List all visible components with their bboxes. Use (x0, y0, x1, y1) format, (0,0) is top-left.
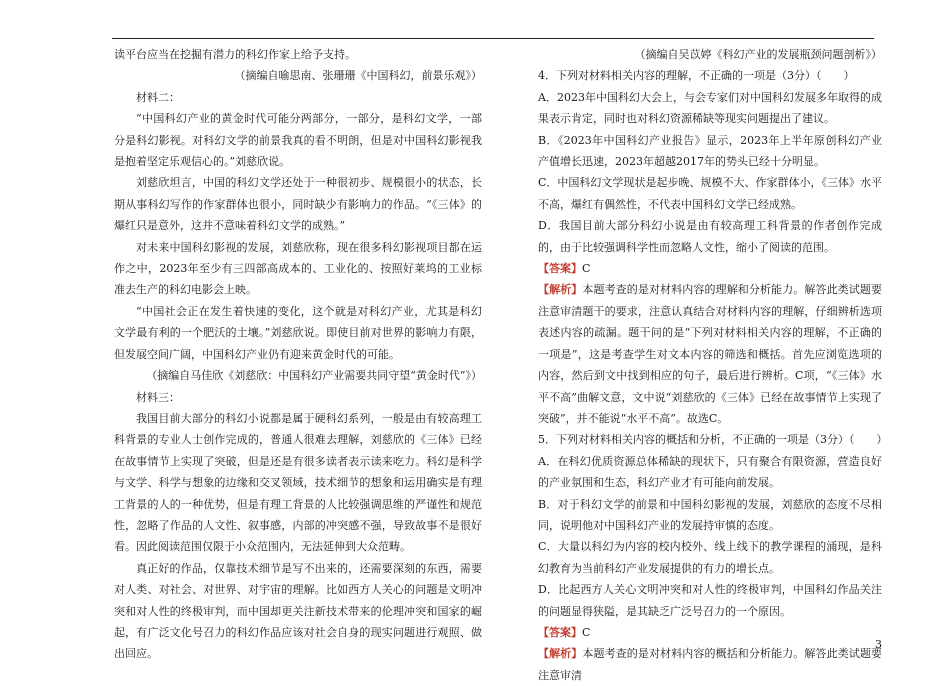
question-4-option-c: C．中国科幻文学现状是起步晚、规模不大、作家群体小，《三体》水平不高，爆红有偶然性，不代表中国科幻文学已经成熟。 (538, 176, 882, 211)
material-3-para-1: 我国目前大部分的科幻小说都是属于硬科幻系列，一般是由有较高理工科背景的专业人士创作完成的，普通人很难去理解，刘慈欣的《三体》已经在故事情节上实现了突破，但是还是有很多读者表示读来吃力。科幻是科学与文学、科学与想象的边缘和交叉领域，技术细节的想象和运用确实是有理工背景的人的一种优势，但是有理工背景的人比较强调思维的严谨性和规范性，忽略了作品的人文性、叙事感，内部的冲突感不强，导致故事不是很好看。因此阅读范围仅限于小众范围内，无法延伸到大众范畴。 (114, 411, 482, 554)
material-2-para-3: 对未来中国科幻影视的发展，刘慈欣称，现在很多科幻影视项目都在运作之中，2023年至少有三四部高成本的、工业化的、按照好莱坞的工业标准去生产的科幻电影会上映。 (114, 240, 482, 297)
question-5-option-b: B．对于科幻文学的前景和中国科幻影视的发展，刘慈欣的态度不尽相同，说明他对中国科幻产业的发展持审慎的态度。 (538, 497, 882, 532)
continued-line: 读平台应当在挖掘有潜力的科幻作家上给予支持。 (114, 48, 356, 61)
material-2-para-1: “中国科幻产业的黄金时代可能分两部分，一部分，是科幻文学，一部分是科幻影视。对科幻文学的前景我真的看不明朗，但是对中国科幻影视我是抱着坚定乐观信心的。”刘慈欣说。 (114, 112, 482, 169)
question-5-stem: 5．下列对材料相关内容的概括和分析，不正确的一项是（3分）（ ） (538, 433, 888, 447)
question-4-answer (538, 258, 882, 279)
question-4-option-b: B．《2023年中国科幻产业报告》显示，2023年上半年原创科幻产业产值增长迅速，2023年超越2017年的势头已经十分明显。 (538, 133, 882, 169)
analysis-text: 本题考查的是对材料内容的概括和分析能力。解答此类试题要注意审清 (538, 647, 883, 682)
right-column (538, 44, 888, 686)
material-3-para-2: 真正好的作品，仅靠技术细节是写不出来的，还需要深刻的东西，需要对人类、对社会、对世界、对宇宙的理解。比如西方人关心的问题是文明冲突和对人性的终极审判，而中国却更关注新技术带来的伦理冲突和国家的崛起，有广泛文化号召力的科幻作品应该对社会自身的现实问题进行观照、做出回应。 (114, 561, 482, 661)
question-5-option-a: A．在科幻优质资源总体稀缺的现状下，只有聚合有限资源，营造良好的产业氛围和生态，科幻产业才有可能向前发展。 (538, 454, 882, 490)
left-column (114, 44, 482, 665)
analysis-tag: 【解析】 (538, 647, 583, 661)
answer-tag: 【答案】 (538, 262, 582, 276)
material-3-title: 材料三： (136, 390, 180, 404)
answer-value: C (582, 262, 591, 276)
question-5-option-c: C．大量以科幻为内容的校内校外、线上线下的教学课程的涌现，是科幻教育为当前科幻产业发展提供的有力的增长点。 (538, 540, 882, 575)
question-4-option-a: A．2023年中国科幻大会上，与会专家们对中国科幻发展多年取得的成果表示肯定，同时也对科幻资源稀缺等现实问题提出了建议。 (538, 90, 882, 126)
question-5-analysis (538, 643, 882, 686)
header-rule (112, 38, 874, 39)
answer-tag: 【答案】 (538, 625, 582, 639)
page-number: 3 (875, 638, 882, 651)
question-5-option-d: D．比起西方人关心文明冲突和对人性的终极审判，中国科幻作品关注的问题显得狭隘，是其缺乏广泛号召力的一个原因。 (538, 583, 882, 618)
material-2-para-4: “中国社会正在发生着快速的变化，这个就是对科幻产业，尤其是科幻文学最有利的一个肥沃的土壤。”刘慈欣说。即使目前对世界的影响力有限，但发展空间广阔，中国科幻产业仍有迎来黄金时代的可能。 (114, 304, 482, 361)
analysis-tag: 【解析】 (538, 283, 583, 297)
source-3: （摘编自吴苡婷《科幻产业的发展瓶颈问题剖析》） (634, 48, 882, 61)
source-2: （摘编自马佳欣《刘慈欣：中国科幻产业需要共同守望“黄金时代”》） (146, 369, 482, 383)
analysis-text: 本题考查的是对材料内容的理解和分析能力。解答此类试题要注意审清题干的要求，注意认真结合对材料内容的理解，仔细辨析选项表述内容的疏漏。题干问的是“下列对材料相关内容的理解，不正确的一项是”，这是考查学生对文本内容的筛选和概括。首先应浏览选项的内容，然后到文中找到相应的句子，最后进行辨析。C项，“《三体》水平不高”曲解文意，文中说“刘慈欣的《三体》已经在故事情节上实现了突破”，并不能说“水平不高”。故选C。 (538, 283, 883, 425)
material-2-para-2: 刘慈欣坦言，中国的科幻文学还处于一种很初步、规模很小的状态，长期从事科幻写作的作家群体也很小，同时缺少有影响力的作品。“《三体》的爆红只是意外，这并不意味着科幻文学的成熟。” (114, 176, 482, 233)
source-1: （摘编自喻思南、张珊珊《中国科幻，前景乐观》） (234, 69, 482, 83)
question-4-analysis (538, 279, 882, 429)
answer-value: C (582, 625, 591, 639)
question-4-option-d: D．我国目前大部分科幻小说是由有较高理工科背景的作者创作完成的，由于比较强调科学性而忽略人文性，缩小了阅读的范围。 (538, 219, 882, 254)
material-2-title: 材料二： (136, 90, 180, 104)
question-5-answer (538, 622, 882, 643)
question-4-stem: 4．下列对材料相关内容的理解，不正确的一项是（3分）（ ） (538, 69, 855, 83)
